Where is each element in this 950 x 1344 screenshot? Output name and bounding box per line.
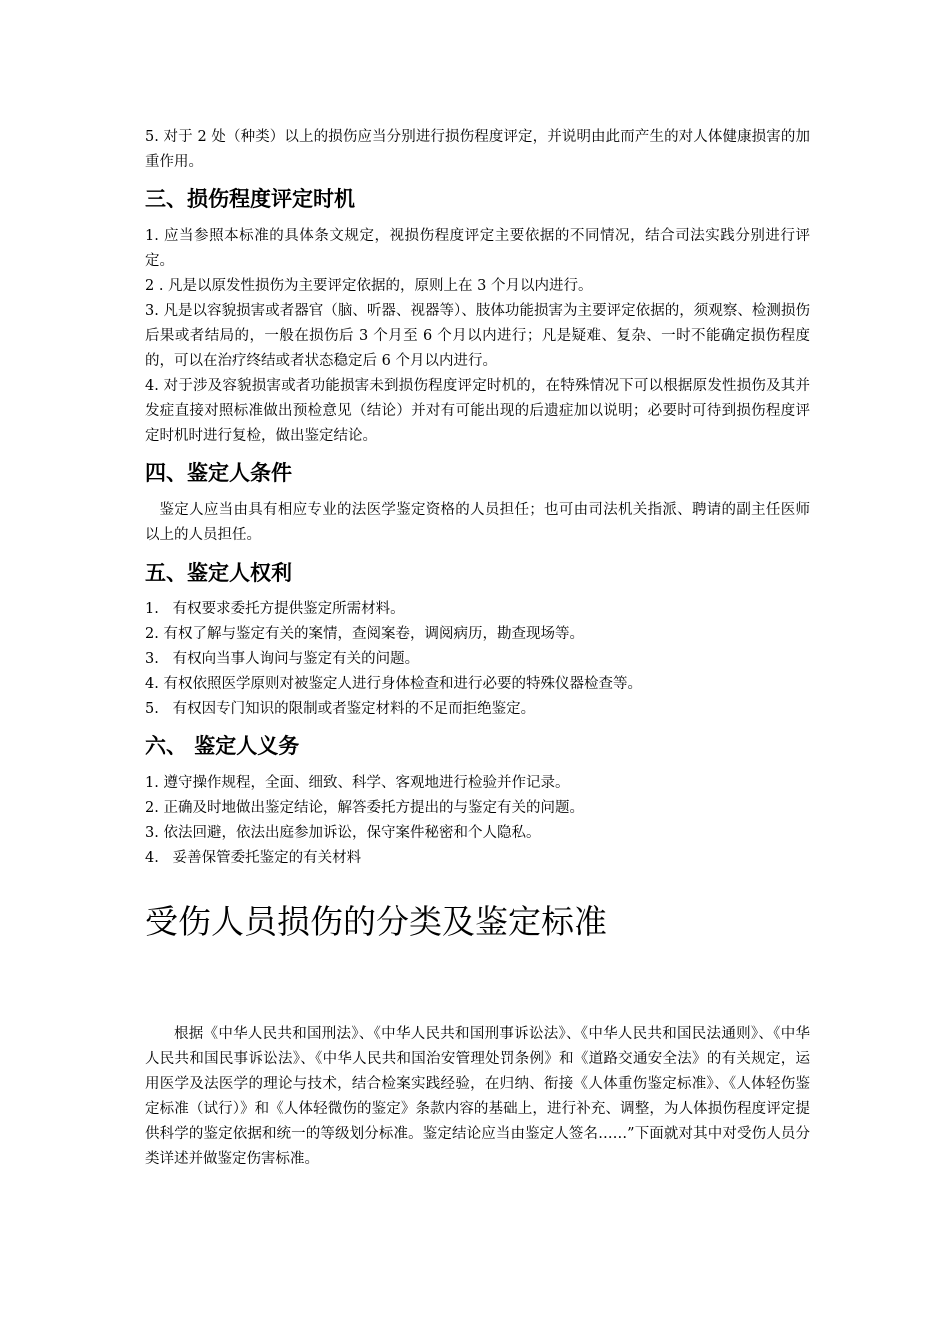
list-item: 2 . 凡是以原发性损伤为主要评定依据的，原则上在 3 个月以内进行。	[145, 278, 593, 294]
section-4-paragraph: 鉴定人应当由具有相应专业的法医学鉴定资格的人员担任；也可由司法机关指派、聘请的副主任医师以上的人员担任。	[145, 502, 810, 543]
section-6-list	[145, 771, 810, 871]
list-item: 1. 遵守操作规程，全面、细致、科学、客观地进行检验并作记录。	[145, 775, 570, 791]
list-item: 3. 凡是以容貌损害或者器官（脑、听器、视器等）、肢体功能损害为主要评定依据的，须观察、检测损伤后果或者结局的，一般在损伤后 3 个月至 6 个月以内进行；凡是疑难、复杂、一时不能确定损伤程度的，可以在治疗终结或者状态稳定后 6 个月以内进行。	[145, 303, 810, 369]
list-item: 4. 对于涉及容貌损害或者功能损害未到损伤程度评定时机的，在特殊情况下可以根据原发性损伤及其并发症直接对照标准做出预检意见（结论）并对有可能出现的后遗症加以说明；必要时可待到损伤程度评定时机时进行复检，做出鉴定结论。	[145, 378, 810, 444]
item-5-paragraph: 5. 对于 2 处（种类）以上的损伤应当分别进行损伤程度评定，并说明由此而产生的对人体健康损害的加重作用。	[145, 129, 810, 170]
section-4-heading: 四、鉴定人条件	[145, 461, 292, 485]
section-5-heading: 五、鉴定人权利	[145, 561, 292, 585]
section-6-heading: 六、 鉴定人义务	[145, 734, 300, 758]
section-3-list	[145, 224, 810, 449]
section-5-list	[145, 597, 810, 722]
list-item: 4. 有权依照医学原则对被鉴定人进行身体检查和进行必要的特殊仪器检查等。	[145, 676, 642, 692]
intro-paragraph: 根据《中华人民共和国刑法》、《中华人民共和国刑事诉讼法》、《中华人民共和国民法通则》、《中华人民共和国民事诉讼法》、《中华人民共和国治安管理处罚条例》和《道路交通安全法》的有关规定，运用医学及法医学的理论与技术，结合检案实践经验，在归纳、衔接《人体重伤鉴定标准》、《人体轻伤鉴定标准（试行）》和《人体轻微伤的鉴定》条款内容的基础上，进行补充、调整，为人体损伤程度评定提供科学的鉴定依据和统一的等级划分标准。鉴定结论应当由鉴定人签名……”下面就对其中对受伤人员分类详述并做鉴定伤害标准。	[145, 1026, 810, 1167]
list-item: 3. 依法回避，依法出庭参加诉讼，保守案件秘密和个人隐私。	[145, 825, 541, 841]
list-item: 3. 有权向当事人询问与鉴定有关的问题。	[145, 651, 420, 667]
section-3-heading: 三、损伤程度评定时机	[145, 187, 355, 211]
list-item: 1. 应当参照本标准的具体条文规定，视损伤程度评定主要依据的不同情况，结合司法实践分别进行评定。	[145, 228, 810, 269]
list-item: 1. 有权要求委托方提供鉴定所需材料。	[145, 601, 405, 617]
list-item: 5. 有权因专门知识的限制或者鉴定材料的不足而拒绝鉴定。	[145, 701, 536, 717]
list-item: 4. 妥善保管委托鉴定的有关材料	[145, 850, 362, 866]
main-title: 受伤人员损伤的分类及鉴定标准	[145, 902, 607, 941]
list-item: 2. 正确及时地做出鉴定结论，解答委托方提出的与鉴定有关的问题。	[145, 800, 584, 816]
list-item: 2. 有权了解与鉴定有关的案情，查阅案卷，调阅病历，勘查现场等。	[145, 626, 584, 642]
